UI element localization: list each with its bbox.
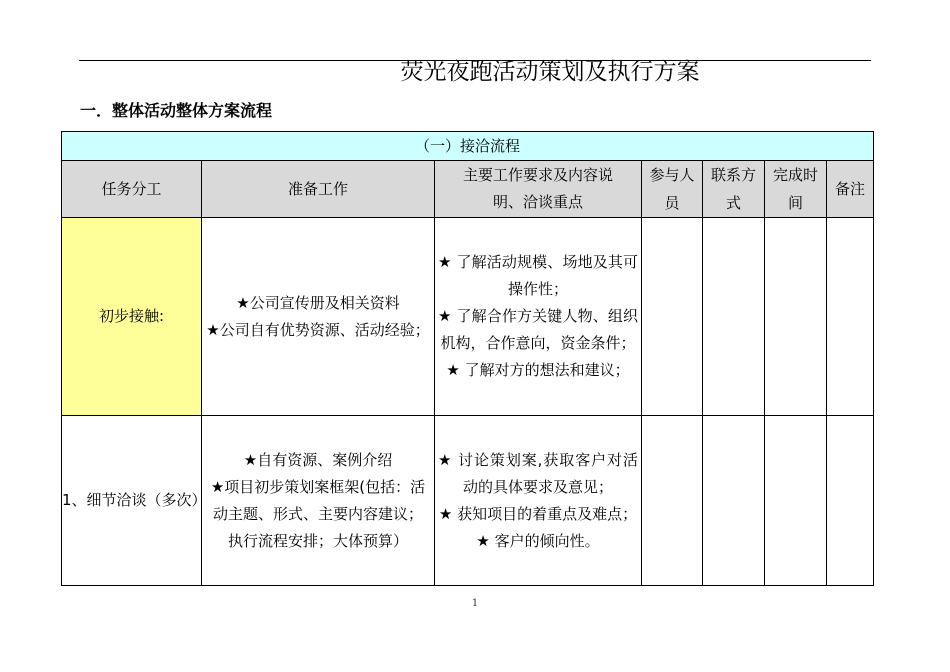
requirements-cell: [435, 218, 642, 416]
header-task: 任务分工: [62, 161, 202, 218]
prep-item: ★项目初步策划案框架(包括：活动主题、形式、主要内容建议；执行流程安排；大体预算）: [210, 477, 426, 550]
header-due: 完成时 间: [765, 161, 827, 218]
requirement-item: ★ 了解对方的想法和建议；: [446, 361, 630, 379]
contact-cell: [703, 416, 765, 586]
requirements-cell: [435, 416, 642, 586]
prep-item: ★公司自有优势资源、活动经验；: [206, 320, 430, 339]
prep-cell: [202, 416, 435, 586]
prep-item: ★公司宣传册及相关资料: [236, 293, 400, 312]
prep-item: ★自有资源、案例介绍: [243, 450, 393, 469]
section-heading: 一．整体活动整体方案流程: [80, 101, 273, 120]
table-header-row: [62, 161, 874, 218]
requirement-item: ★ 获知项目的着重点及难点；: [438, 504, 638, 523]
header-requirements: 主要工作要求及内容说 明、洽谈重点: [435, 161, 642, 218]
prep-cell: [202, 218, 435, 416]
header-prep: 准备工作: [202, 161, 435, 218]
header-notes: 备注: [827, 161, 874, 218]
header-contact: 联系方 式: [703, 161, 765, 218]
requirement-item: ★ 客户的倾向性。: [476, 531, 600, 550]
requirement-item: ★ 了解合作方关键人物、组织机构，合作意向，资金条件；: [438, 307, 638, 352]
due-cell: [765, 416, 827, 586]
task-cell: 1、细节洽谈（多次）: [62, 416, 202, 586]
requirement-item: ★ 了解活动规模、场地及其可操作性；: [438, 253, 638, 298]
table-caption: （一）接洽流程: [62, 132, 874, 161]
contact-cell: [703, 218, 765, 416]
participants-cell: [642, 218, 703, 416]
notes-cell: [827, 218, 874, 416]
table-row: [62, 218, 874, 416]
table-row: [62, 416, 874, 586]
header-participants: 参与人 员: [642, 161, 703, 218]
table-caption-row: [62, 132, 874, 161]
participants-cell: [642, 416, 703, 586]
page-number: 1: [471, 598, 479, 609]
notes-cell: [827, 416, 874, 586]
document-title: 荧光夜跑活动策划及执行方案: [400, 59, 700, 85]
task-cell: 初步接触:: [62, 218, 202, 416]
requirement-item: ★ 讨论策划案,获取客户对活动的具体要求及意见；: [438, 450, 638, 496]
process-table: [61, 131, 874, 586]
due-cell: [765, 218, 827, 416]
